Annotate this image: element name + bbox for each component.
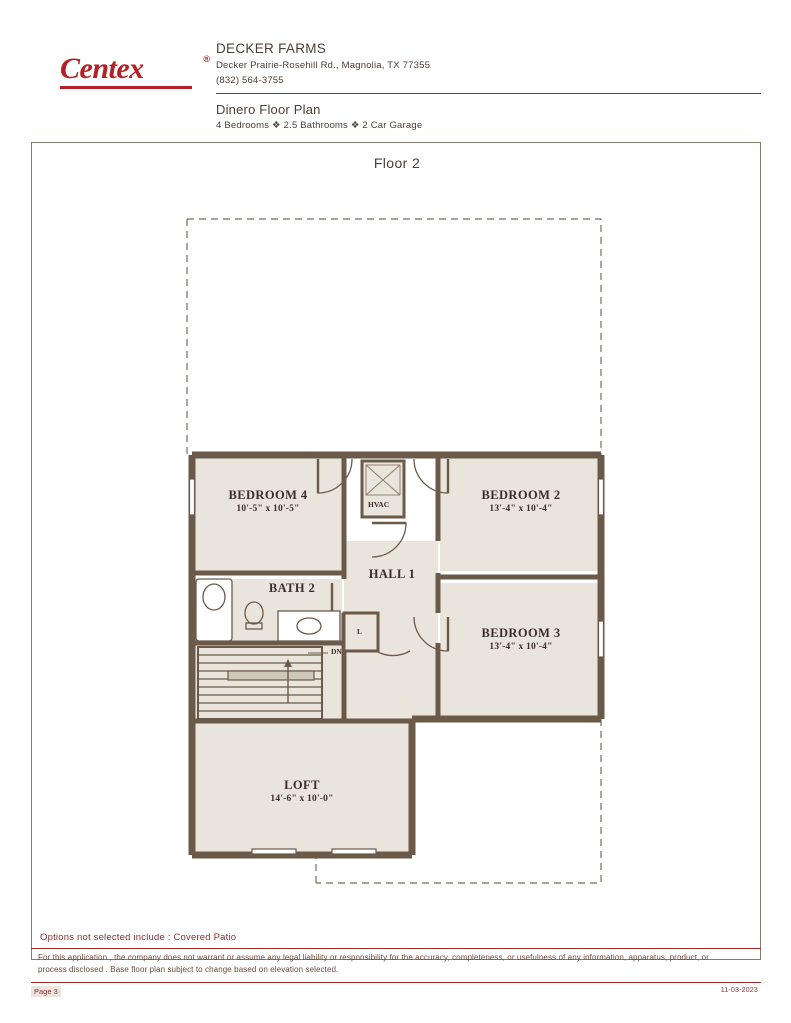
- room-label-bedroom-4: BEDROOM 4 10'-5" x 10'-5": [228, 488, 308, 514]
- linen-closet-label: L: [357, 627, 363, 636]
- community-name: DECKER FARMS: [216, 41, 327, 56]
- footer-bar: [31, 982, 761, 1011]
- room-label-bedroom-3: BEDROOM 3 13'-4" x 10'-4": [481, 626, 561, 652]
- community-address: Decker Prairie-Rosehill Rd., Magnolia, TX 77355: [216, 60, 431, 71]
- room-label-bedroom-2: BEDROOM 2 13'-4" x 10'-4": [481, 488, 561, 514]
- plan-specs: 4 Bedrooms ❖ 2.5 Bathrooms ❖ 2 Car Garage: [216, 120, 423, 131]
- page-number: Page 3: [31, 986, 61, 997]
- community-phone: (832) 564-3755: [216, 75, 284, 86]
- room-label-loft: LOFT 14'-6" x 10'-0": [270, 778, 334, 804]
- logo-underline: [60, 86, 192, 89]
- logo-wordmark: Centex: [60, 52, 144, 85]
- header-divider: [216, 93, 761, 94]
- centex-logo: [60, 52, 210, 88]
- stairs-direction-label: DN: [331, 647, 342, 656]
- options-not-selected-note: Options not selected include : Covered Patio: [40, 932, 237, 943]
- page-header: [0, 0, 791, 140]
- staircase: [198, 647, 328, 719]
- hvac-label: HVAC: [368, 500, 390, 509]
- floor-title: Floor 2: [373, 155, 421, 171]
- room-label-bath-2: BATH 2: [268, 581, 316, 595]
- floorplan-drawing: [32, 143, 762, 961]
- room-label-hall-1: HALL 1: [368, 567, 416, 581]
- floorplan-frame: [31, 142, 761, 960]
- plan-name: Dinero Floor Plan: [216, 102, 321, 117]
- legal-disclaimer: For this application , the company does not warrant or assume any legal liability or responsibility for the accuracy, completeness, or usefulness of any information, apparatus, product, or process disclosed . Base floor plan subject to change based on elevation selected.: [38, 953, 709, 974]
- document-date: 11-03-2023: [720, 987, 758, 994]
- registered-trademark-icon: ®: [203, 54, 210, 64]
- footer-divider: [31, 948, 761, 949]
